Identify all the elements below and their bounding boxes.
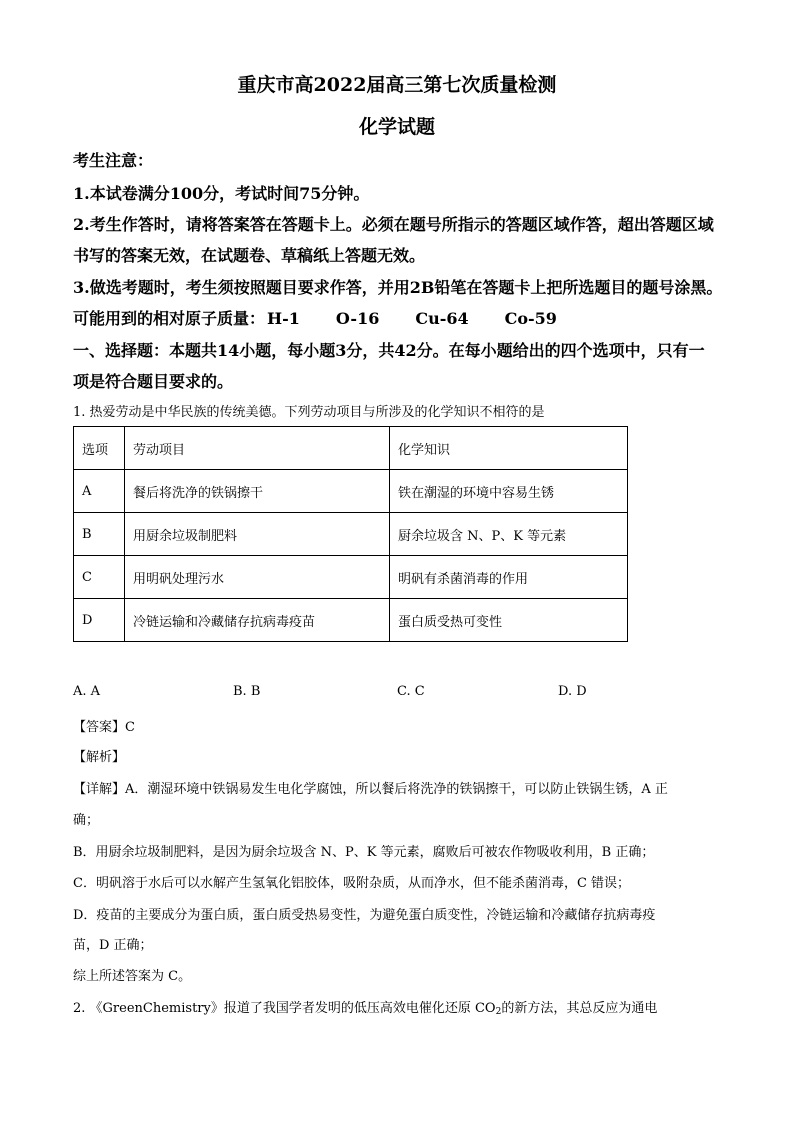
option-d: D. D [558,684,587,699]
notes-heading: 考生注意： [73,151,154,170]
note-2-line-2: 书写的答案无效，在试题卷、草稿纸上答题无效。 [73,246,426,265]
table-header-row [74,427,628,470]
table-row [74,556,628,599]
analysis-label: 【解析】 [73,750,126,765]
note-1: 1.本试卷满分100分，考试时间75分钟。 [73,184,370,203]
exam-subtitle: 化学试题 [358,116,435,138]
question-2-stem [73,997,657,1017]
question-1-stem: 1. 热爱劳动是中华民族的传统美德。下列劳动项目与所涉及的化学知识不相符的是 [73,405,545,420]
answer-label: 【答案】 [73,720,126,735]
detail-line: C．明矾溶于水后可以水解产生氢氧化铝胶体，吸附杂质，从而净水，但不能杀菌消毒，C 错误； [73,876,631,891]
note-2-line-1: 2.考生作答时，请将答案答在答题卡上。必须在题号所指示的答题区域作答，超出答题区域 [73,215,714,234]
section-heading-line-1: 一、选择题：本题共14小题，每小题3分，共42分。在每小题给出的四个选项中，只有一 [73,341,705,360]
question-2-stem-b: 的新方法，其总反应为通电 [501,1001,658,1016]
table-cell: D [74,599,125,642]
option-c: C. C [397,684,425,699]
table-header-cell: 劳动项目 [125,427,390,470]
table-cell: 冷链运输和冷藏储存抗病毒疫苗 [125,599,390,642]
detail-line: 综上所述答案为 C。 [73,969,192,984]
detail-line: 【详解】A．潮湿环境中铁锅易发生电化学腐蚀，所以餐后将洗净的铁锅擦干，可以防止铁锅生锈，A 正 [73,782,668,797]
atomic-mass-label: 可能用到的相对原子质量： [73,309,266,328]
table-row [74,470,628,513]
mass-h: H-1 [267,309,300,328]
question-1-table [73,426,628,642]
option-b: B. B [233,684,261,699]
question-2-subscript: 2 [495,1007,502,1017]
atomic-mass-line [73,306,593,329]
mass-cu: Cu-64 [415,309,469,328]
table-cell: 厨余垃圾含 N、P、K 等元素 [390,513,628,556]
option-a: A. A [73,684,101,699]
mass-co: Co-59 [504,309,557,328]
answer-line [73,716,135,735]
detail-line: 苗，D 正确； [73,938,153,953]
exam-title: 重庆市高2022届高三第七次质量检测 [237,74,557,96]
detail-line: B．用厨余垃圾制肥料，是因为厨余垃圾含 N、P、K 等元素，腐败后可被农作物吸收利用，B 正确； [73,845,655,860]
table-cell: C [74,556,125,599]
table-header-cell: 选项 [74,427,125,470]
section-heading-line-2: 项是符合题目要求的。 [73,372,234,391]
table-cell: 蛋白质受热可变性 [390,599,628,642]
answer-value: C [125,720,135,735]
question-2-stem-a: 2. 《GreenChemistry》报道了我国学者发明的低压高效电催化还原 CO [73,1001,496,1016]
table-row [74,513,628,556]
note-3: 3.做选考题时，考生须按照题目要求作答，并用2B铅笔在答题卡上把所选题目的题号涂黑。 [73,278,723,297]
detail-line: D．疫苗的主要成分为蛋白质，蛋白质受热易变性，为避免蛋白质变性，冷链运输和冷藏储存抗病毒疫 [73,908,656,923]
table-cell: 用厨余垃圾制肥料 [125,513,390,556]
detail-line: 确； [73,813,100,828]
table-cell: 用明矾处理污水 [125,556,390,599]
table-cell: 铁在潮湿的环境中容易生锈 [390,470,628,513]
table-cell: 明矾有杀菌消毒的作用 [390,556,628,599]
table-header-cell: 化学知识 [390,427,628,470]
table-cell: 餐后将洗净的铁锅擦干 [125,470,390,513]
table-cell: B [74,513,125,556]
mass-o: O-16 [335,309,380,328]
table-cell: A [74,470,125,513]
table-row [74,599,628,642]
